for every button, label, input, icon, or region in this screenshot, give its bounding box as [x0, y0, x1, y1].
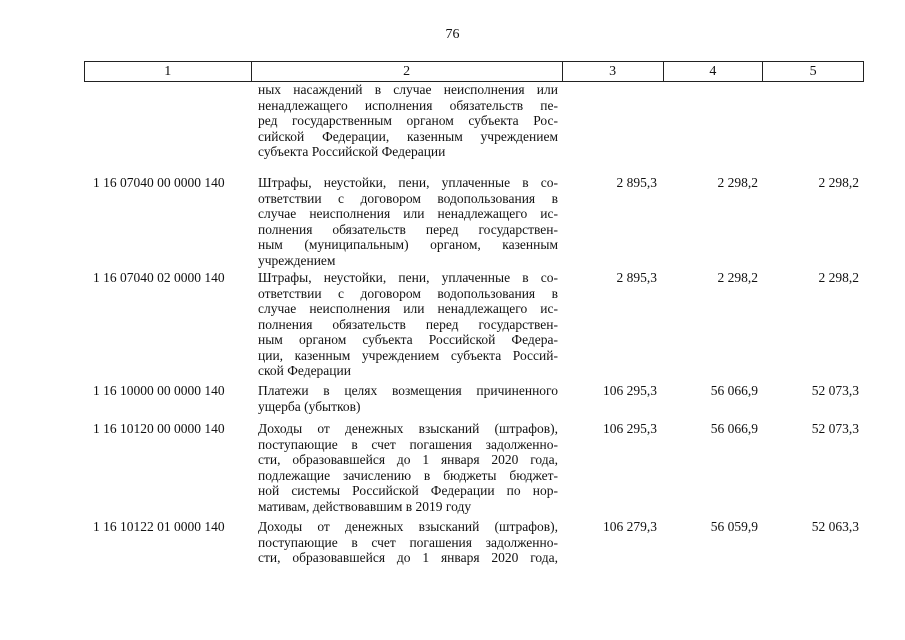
header-col-4: 4: [664, 62, 764, 81]
value-col-5: 52 073,3: [811, 421, 859, 436]
table-header: [84, 61, 864, 82]
description-line: подлежащие зачислению в бюджеты бюджет-: [258, 467, 558, 483]
value-col-3: 106 295,3: [603, 421, 657, 436]
description-line: ненадлежащего исполнения обязательств пе-: [258, 97, 558, 113]
table-body: [0, 82, 905, 569]
description-line: поступающие в счет погашения задолженно-: [258, 436, 558, 452]
header-col-5: 5: [809, 64, 817, 79]
description-line: Доходы от денежных взысканий (штрафов),: [258, 421, 558, 436]
description-line: Доходы от денежных взысканий (штрафов),: [258, 519, 558, 534]
budget-code: 1 16 10122 01 0000 140: [93, 519, 225, 534]
row-description: [258, 383, 558, 414]
table-row: [0, 421, 905, 519]
description-line: сийской Федерации, казенным учреждением: [258, 128, 558, 144]
description-line: Штрафы, неустойки, пени, уплаченные в со-: [258, 175, 558, 190]
table-row: [0, 270, 905, 383]
row-description: [258, 421, 558, 514]
description-line: мативам, действовавшим в 2019 году: [258, 498, 472, 514]
value-col-4: 56 059,9: [710, 519, 758, 534]
budget-code: 1 16 07040 02 0000 140: [93, 270, 225, 285]
value-col-4: 56 066,9: [710, 383, 758, 398]
value-col-4: 2 298,2: [717, 175, 758, 190]
value-col-5: 52 073,3: [811, 383, 859, 398]
header-col-3: 3: [563, 62, 664, 81]
description-line: Платежи в целях возмещения причиненного: [258, 383, 558, 398]
description-line: субъекта Российской Федерации: [258, 144, 446, 159]
value-col-4: 2 298,2: [717, 270, 758, 285]
description-line: ущерба (убытков): [258, 398, 361, 414]
description-line: сти, образовавшейся до 1 января 2020 года,: [258, 452, 558, 467]
description-line: случае неисполнения или ненадлежащего ис-: [258, 301, 558, 316]
header-col-2: 2: [252, 62, 563, 81]
description-line: случае неисполнения или ненадлежащего ис-: [258, 206, 558, 221]
table-row: [0, 82, 905, 175]
row-description: [258, 519, 558, 566]
description-line: ответствии с договором водопользования в: [258, 190, 558, 206]
description-line: учреждением: [258, 252, 336, 268]
value-col-4: 56 066,9: [710, 421, 758, 436]
description-line: ред государственным органом субъекта Рос-: [258, 113, 558, 128]
description-line: ской Федерации: [258, 363, 351, 378]
description-line: Штрафы, неустойки, пени, уплаченные в со-: [258, 270, 558, 285]
page-number: 76: [445, 27, 460, 42]
description-line: ным (муниципальным) органом, казенным: [258, 237, 558, 252]
description-line: ным органом субъекта Российской Федера-: [258, 332, 558, 347]
value-col-3: 2 895,3: [616, 175, 657, 190]
description-line: полнения обязательств перед государствен-: [258, 316, 558, 332]
header-col-1: 1: [85, 62, 252, 81]
budget-code: 1 16 10120 00 0000 140: [93, 421, 225, 436]
budget-code: 1 16 07040 00 0000 140: [93, 175, 225, 190]
row-description: [258, 270, 558, 379]
description-line: поступающие в счет погашения задолженно-: [258, 534, 558, 550]
description-line: ной системы Российской Федерации по нор-: [258, 483, 558, 498]
table-row: [0, 383, 905, 421]
description-line: ции, казенным учреждением субъекта Россий-: [258, 347, 558, 363]
description-line: ответствии с договором водопользования в: [258, 285, 558, 301]
description-line: полнения обязательств перед государствен-: [258, 221, 558, 237]
row-description: [258, 175, 558, 268]
table-row: [0, 519, 905, 569]
table-row: [0, 175, 905, 270]
description-line: сти, образовавшейся до 1 января 2020 года,: [258, 550, 558, 565]
row-description: [258, 82, 558, 160]
value-col-5: 52 063,3: [811, 519, 859, 534]
description-line: ных насаждений в случае неисполнения или: [258, 82, 558, 97]
budget-code: 1 16 10000 00 0000 140: [93, 383, 225, 398]
value-col-5: 2 298,2: [818, 270, 859, 285]
value-col-3: 106 295,3: [603, 383, 657, 398]
value-col-3: 106 279,3: [603, 519, 657, 534]
value-col-5: 2 298,2: [818, 175, 859, 190]
value-col-3: 2 895,3: [616, 270, 657, 285]
